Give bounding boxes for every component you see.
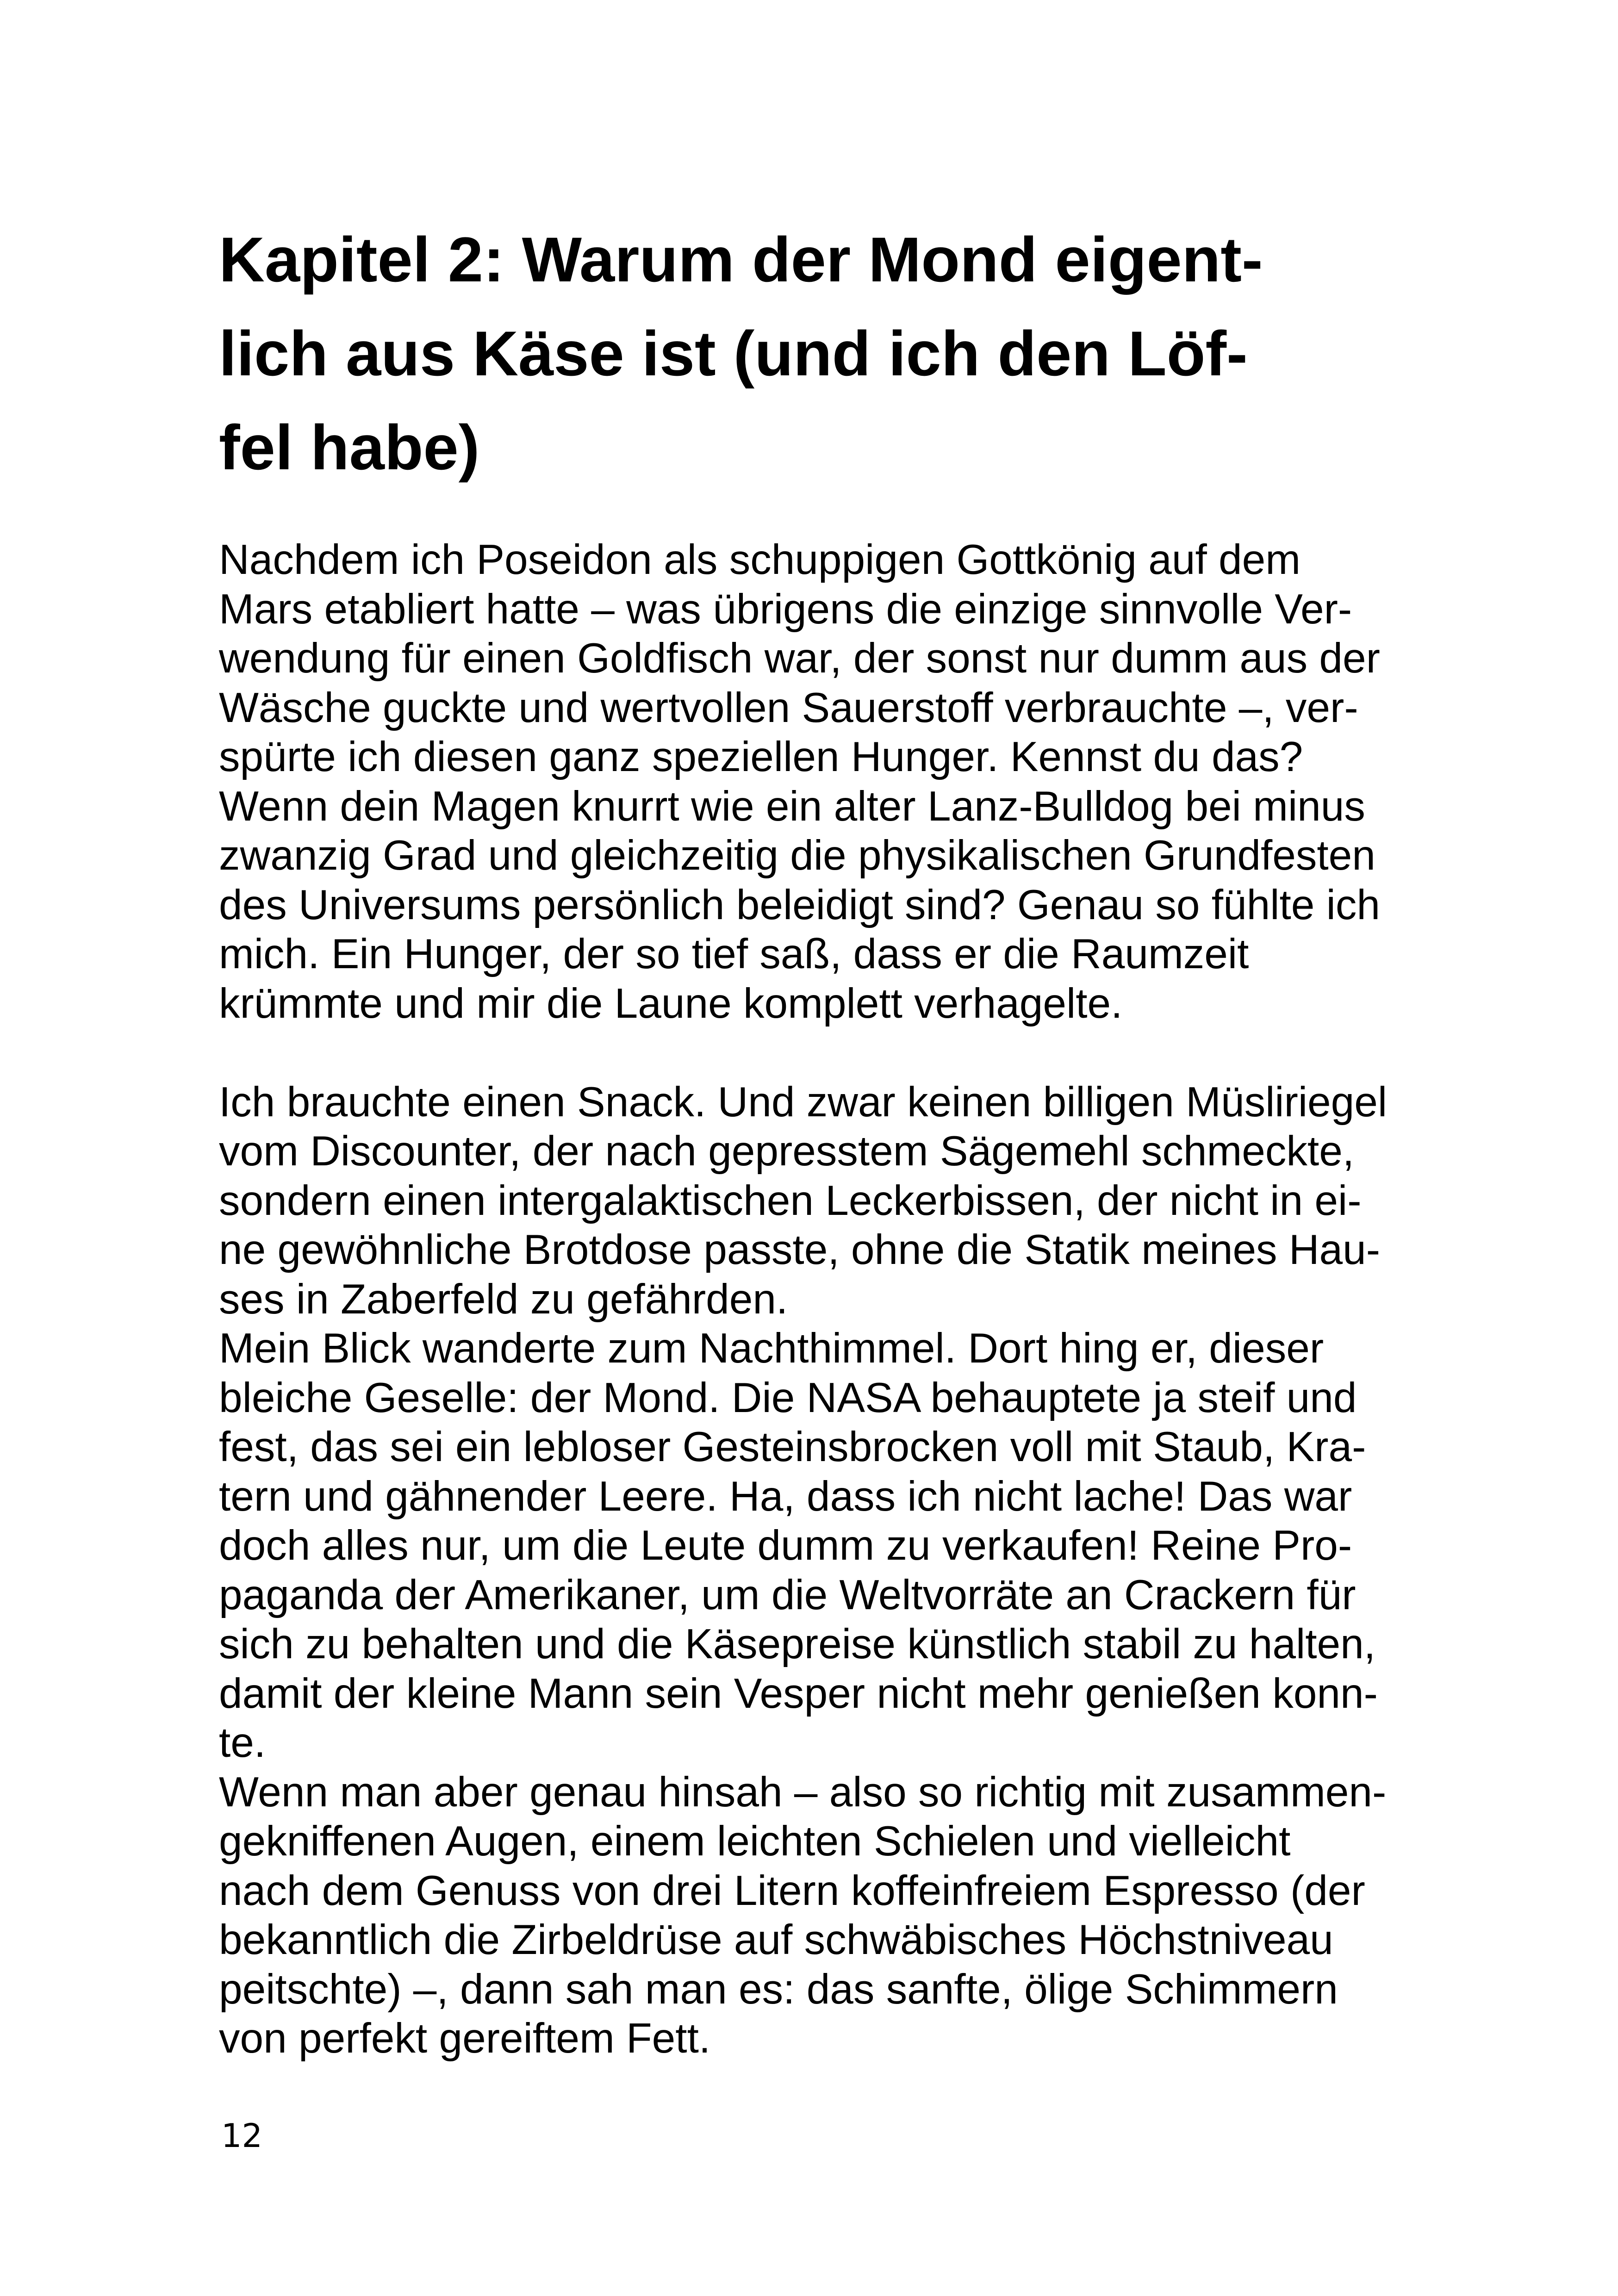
text-line: te. — [219, 1719, 266, 1766]
text-line: krümmte und mir die Laune komplett verhagelte. — [219, 980, 1123, 1027]
text-line: paganda der Amerikaner, um die Weltvorräte an Crackern für — [219, 1571, 1356, 1618]
text-line: tern und gähnender Leere. Ha, dass ich nicht lache! Das war — [219, 1473, 1352, 1520]
text-line: peitschte) –, dann sah man es: das sanfte, ölige Schimmern — [219, 1966, 1338, 2013]
text-line: wendung für einen Goldfisch war, der sonst nur dumm aus der — [219, 635, 1380, 682]
text-line: fest, das sei ein lebloser Gesteinsbrocken voll mit Staub, Kra- — [219, 1424, 1366, 1470]
paragraph-moon — [219, 1324, 1404, 1768]
text-line: nach dem Genuss von drei Litern koffeinfreiem Espresso (der — [219, 1867, 1365, 1914]
text-line: mich. Ein Hunger, der so tief saß, dass er die Raumzeit — [219, 931, 1249, 977]
text-line: sondern einen intergalaktischen Leckerbissen, der nicht in ei- — [219, 1177, 1362, 1224]
paragraph-cheese — [219, 1768, 1404, 2064]
text-line: Mein Blick wanderte zum Nachthimmel. Dort hing er, dieser — [219, 1325, 1324, 1372]
text-line: Ich brauchte einen Snack. Und zwar keinen billigen Müsliriegel — [219, 1078, 1388, 1126]
text-line: Wenn man aber genau hinsah – also so richtig mit zusammen- — [219, 1768, 1387, 1816]
chapter-title-line: fel habe) — [219, 412, 480, 483]
text-line: damit der kleine Mann sein Vesper nicht mehr genießen konn- — [219, 1670, 1378, 1717]
text-line: bekanntlich die Zirbeldrüse auf schwäbisches Höchstniveau — [219, 1916, 1333, 1963]
text-line: Wenn dein Magen knurrt wie ein alter Lanz-Bulldog bei minus — [219, 783, 1365, 830]
text-line: doch alles nur, um die Leute dumm zu verkaufen! Reine Pro- — [219, 1522, 1352, 1569]
text-line: von perfekt gereiftem Fett. — [219, 2015, 711, 2062]
page-number: 12 — [221, 2117, 263, 2155]
paragraph-snack — [219, 1078, 1404, 1325]
text-line: spürte ich diesen ganz speziellen Hunger. Kennst du das? — [219, 734, 1303, 780]
text-line: sich zu behalten und die Käsepreise künstlich stabil zu halten, — [219, 1621, 1375, 1668]
text-line: zwanzig Grad und gleichzeitig die physikalischen Grundfesten — [219, 832, 1375, 879]
body-text — [219, 535, 1404, 2064]
text-line: ses in Zaberfeld zu gefährden. — [219, 1276, 788, 1323]
chapter-title-line: lich aus Käse ist (und ich den Löf- — [219, 318, 1248, 389]
text-line: Mars etabliert hatte – was übrigens die einzige sinnvolle Ver- — [219, 585, 1352, 633]
text-line: gekniffenen Augen, einem leichten Schielen und vielleicht — [219, 1818, 1291, 1865]
text-line: Nachdem ich Poseidon als schuppigen Gottkönig auf dem — [219, 536, 1301, 583]
page-content — [219, 213, 1404, 2064]
text-line: vom Discounter, der nach gepresstem Sägemehl schmeckte, — [219, 1128, 1355, 1175]
text-line: des Universums persönlich beleidigt sind? Genau so fühlte ich — [219, 881, 1380, 928]
text-line: ne gewöhnliche Brotdose passte, ohne die Statik meines Hau- — [219, 1226, 1381, 1273]
text-line: Wäsche guckte und wertvollen Sauerstoff verbrauchte –, ver- — [219, 684, 1358, 731]
text-line: bleiche Geselle: der Mond. Die NASA behauptete ja steif und — [219, 1374, 1357, 1421]
chapter-title — [219, 213, 1404, 495]
paragraph-hunger — [219, 535, 1404, 1028]
chapter-title-line: Kapitel 2: Warum der Mond eigent- — [219, 224, 1263, 295]
